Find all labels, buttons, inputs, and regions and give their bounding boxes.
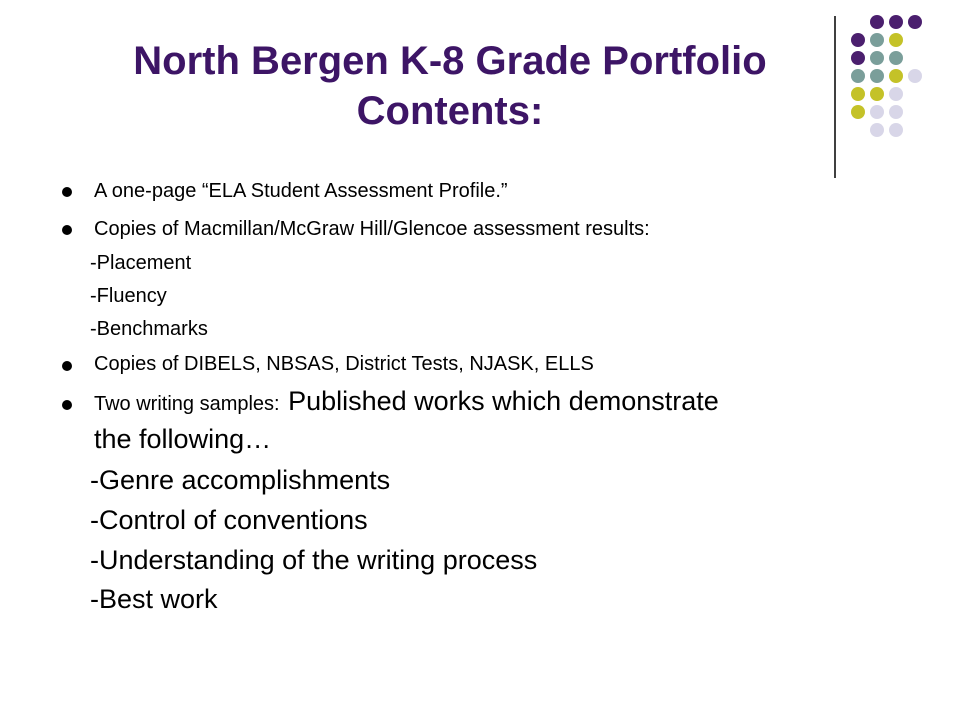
decorative-dot: [889, 123, 903, 137]
bullet-icon: [62, 361, 72, 371]
subitem-conventions: -Control of conventions: [90, 505, 368, 535]
subitem-benchmarks: -Benchmarks: [90, 318, 208, 340]
decorative-dot: [889, 87, 903, 101]
subitem-best-work: -Best work: [90, 584, 218, 614]
bullet-text-tests: Copies of DIBELS, NBSAS, District Tests, NJASK, ELLS: [94, 353, 594, 375]
writing-samples-continuation: the following…: [94, 424, 272, 454]
decorative-dot: [851, 105, 865, 119]
bullet-text-writing-samples: [94, 386, 719, 417]
subitem-fluency: -Fluency: [90, 285, 167, 307]
bullet-icon: [62, 187, 72, 197]
decorative-dot: [889, 105, 903, 119]
subitem-writing-process: -Understanding of the writing process: [90, 545, 538, 575]
subitem-genre: -Genre accomplishments: [90, 465, 391, 495]
decorative-dot: [908, 69, 922, 83]
bullet-icon: [62, 400, 72, 410]
decorative-dot: [870, 15, 884, 29]
decorative-dot-grid: [0, 0, 960, 200]
decorative-dot: [908, 15, 922, 29]
title-line-1: North Bergen K-8 Grade Portfolio: [133, 39, 767, 83]
writing-samples-description: Published works which demonstrate: [288, 386, 719, 416]
decorative-dot: [889, 15, 903, 29]
bullet-text-macmillan: Copies of Macmillan/McGraw Hill/Glencoe assessment results:: [94, 218, 650, 240]
bullet-icon: [62, 225, 72, 235]
decorative-dot: [851, 87, 865, 101]
decorative-dot: [870, 51, 884, 65]
title-line-2: Contents:: [356, 89, 544, 133]
decorative-dot: [851, 51, 865, 65]
decorative-dot: [870, 123, 884, 137]
writing-samples-label: Two writing samples:: [94, 393, 280, 415]
decorative-dot: [889, 33, 903, 47]
decorative-dot: [870, 105, 884, 119]
subitem-placement: -Placement: [90, 252, 192, 274]
decorative-dot: [870, 69, 884, 83]
decorative-dot: [851, 33, 865, 47]
decorative-dot: [851, 69, 865, 83]
decorative-dot: [889, 51, 903, 65]
decorative-dot: [870, 87, 884, 101]
decorative-dot: [870, 33, 884, 47]
decorative-dot: [889, 69, 903, 83]
bullet-text-profile: A one-page “ELA Student Assessment Profile.”: [94, 180, 508, 202]
